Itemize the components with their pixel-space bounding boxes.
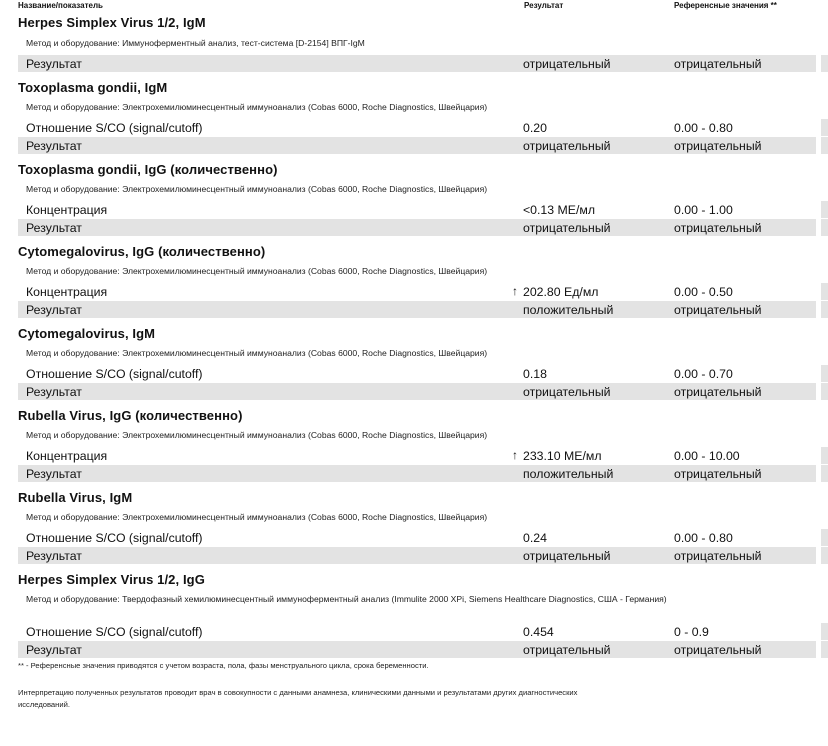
section-title: Toxoplasma gondii, IgM xyxy=(18,80,168,95)
row-reference: 0.00 - 0.80 xyxy=(674,531,733,545)
section-title: Rubella Virus, IgM xyxy=(18,490,133,505)
section-method: Метод и оборудование: Электрохемилюминесцентный иммуноанализ (Cobas 6000, Roche Diagnostics, Швейцария) xyxy=(26,430,488,440)
row-name: Результат xyxy=(26,549,82,563)
section-title: Rubella Virus, IgG (количественно) xyxy=(18,408,243,423)
row-reference: отрицательный xyxy=(674,385,762,399)
row-value: отрицательный xyxy=(523,643,611,657)
row-name: Отношение S/CO (signal/cutoff) xyxy=(26,531,203,545)
row-edge xyxy=(821,365,828,382)
row-name: Отношение S/CO (signal/cutoff) xyxy=(26,367,203,381)
row-reference: отрицательный xyxy=(674,221,762,235)
table-row xyxy=(18,119,816,136)
row-value: <0.13 МЕ/мл xyxy=(523,203,596,217)
table-row xyxy=(18,547,816,564)
table-row xyxy=(18,365,816,382)
table-row xyxy=(18,529,816,546)
table-header xyxy=(0,0,828,12)
section-title: Cytomegalovirus, IgG (количественно) xyxy=(18,244,266,259)
table-row xyxy=(18,219,816,236)
footnote: ** - Референсные значения приводятся с учетом возраста, пола, фазы менструального цикла, срока беременности. xyxy=(18,661,429,670)
row-edge xyxy=(821,623,828,640)
table-row xyxy=(18,301,816,318)
section-title: Cytomegalovirus, IgM xyxy=(18,326,156,341)
row-reference: отрицательный xyxy=(674,549,762,563)
row-edge xyxy=(821,447,828,464)
row-reference: 0.00 - 0.70 xyxy=(674,367,733,381)
high-flag-icon: ↑ xyxy=(512,284,518,298)
section-method: Метод и оборудование: Электрохемилюминесцентный иммуноанализ (Cobas 6000, Roche Diagnostics, Швейцария) xyxy=(26,348,488,358)
row-value: отрицательный xyxy=(523,57,611,71)
row-edge xyxy=(821,201,828,218)
table-row xyxy=(18,465,816,482)
row-name: Концентрация xyxy=(26,449,108,463)
row-edge xyxy=(821,283,828,300)
header-reference: Референсные значения ** xyxy=(674,1,777,10)
row-edge xyxy=(821,119,828,136)
row-edge xyxy=(821,55,828,72)
row-value: 202.80 Ед/мл xyxy=(523,285,599,299)
row-name: Отношение S/CO (signal/cutoff) xyxy=(26,625,203,639)
row-reference: отрицательный xyxy=(674,139,762,153)
section-method: Метод и оборудование: Электрохемилюминесцентный иммуноанализ (Cobas 6000, Roche Diagnostics, Швейцария) xyxy=(26,266,488,276)
row-value: отрицательный xyxy=(523,221,611,235)
row-reference: 0.00 - 0.80 xyxy=(674,121,733,135)
row-reference: 0.00 - 0.50 xyxy=(674,285,733,299)
row-edge xyxy=(821,137,828,154)
table-row xyxy=(18,283,816,300)
section-method: Метод и оборудование: Электрохемилюминесцентный иммуноанализ (Cobas 6000, Roche Diagnostics, Швейцария) xyxy=(26,102,488,112)
row-value: 233.10 МЕ/мл xyxy=(523,449,602,463)
row-edge xyxy=(821,547,828,564)
row-name: Результат xyxy=(26,643,82,657)
row-value: 0.18 xyxy=(523,367,547,381)
row-edge xyxy=(821,383,828,400)
row-name: Результат xyxy=(26,385,82,399)
section-title: Herpes Simplex Virus 1/2, IgM xyxy=(18,15,206,30)
row-edge xyxy=(821,219,828,236)
high-flag-icon: ↑ xyxy=(512,448,518,462)
table-row xyxy=(18,55,816,72)
row-value: 0.24 xyxy=(523,531,547,545)
row-reference: отрицательный xyxy=(674,643,762,657)
table-row xyxy=(18,641,816,658)
table-row xyxy=(18,201,816,218)
row-edge xyxy=(821,641,828,658)
table-row xyxy=(18,137,816,154)
row-name: Результат xyxy=(26,139,82,153)
row-name: Результат xyxy=(26,57,82,71)
section-method: Метод и оборудование: Иммуноферментный анализ, тест-система [D-2154] ВПГ-IgM xyxy=(26,38,365,48)
row-value: отрицательный xyxy=(523,139,611,153)
row-reference: отрицательный xyxy=(674,303,762,317)
section-method: Метод и оборудование: Электрохемилюминесцентный иммуноанализ (Cobas 6000, Roche Diagnostics, Швейцария) xyxy=(26,184,488,194)
row-edge xyxy=(821,301,828,318)
header-result: Результат xyxy=(524,1,564,10)
table-row xyxy=(18,623,816,640)
row-name: Результат xyxy=(26,221,82,235)
row-value: положительный xyxy=(523,467,614,481)
row-value: положительный xyxy=(523,303,614,317)
table-row xyxy=(18,447,816,464)
row-value: 0.454 xyxy=(523,625,554,639)
row-name: Концентрация xyxy=(26,285,108,299)
row-name: Результат xyxy=(26,303,82,317)
section-method: Метод и оборудование: Твердофазный хемилюминесцентный иммуноферментный анализ (Immulite 2000 XPi, Siemens Healthcare Diagnostics, США - Германия) xyxy=(26,594,667,604)
row-name: Концентрация xyxy=(26,203,108,217)
row-reference: 0 - 0.9 xyxy=(674,625,709,639)
row-value: отрицательный xyxy=(523,549,611,563)
row-reference: 0.00 - 1.00 xyxy=(674,203,733,217)
row-reference: 0.00 - 10.00 xyxy=(674,449,740,463)
row-edge xyxy=(821,465,828,482)
disclaimer: Интерпретацию полученных результатов проводит врач в совокупности с данными анамнеза, клиническими данными и результатами других диагностических исследований. xyxy=(18,688,578,709)
header-name: Название/показатель xyxy=(18,1,103,10)
row-value: отрицательный xyxy=(523,385,611,399)
row-reference: отрицательный xyxy=(674,467,762,481)
section-method: Метод и оборудование: Электрохемилюминесцентный иммуноанализ (Cobas 6000, Roche Diagnostics, Швейцария) xyxy=(26,512,488,522)
table-row xyxy=(18,383,816,400)
section-title: Herpes Simplex Virus 1/2, IgG xyxy=(18,572,205,587)
row-name: Отношение S/CO (signal/cutoff) xyxy=(26,121,203,135)
row-name: Результат xyxy=(26,467,82,481)
row-value: 0.20 xyxy=(523,121,547,135)
section-title: Toxoplasma gondii, IgG (количественно) xyxy=(18,162,278,177)
row-edge xyxy=(821,529,828,546)
row-reference: отрицательный xyxy=(674,57,762,71)
